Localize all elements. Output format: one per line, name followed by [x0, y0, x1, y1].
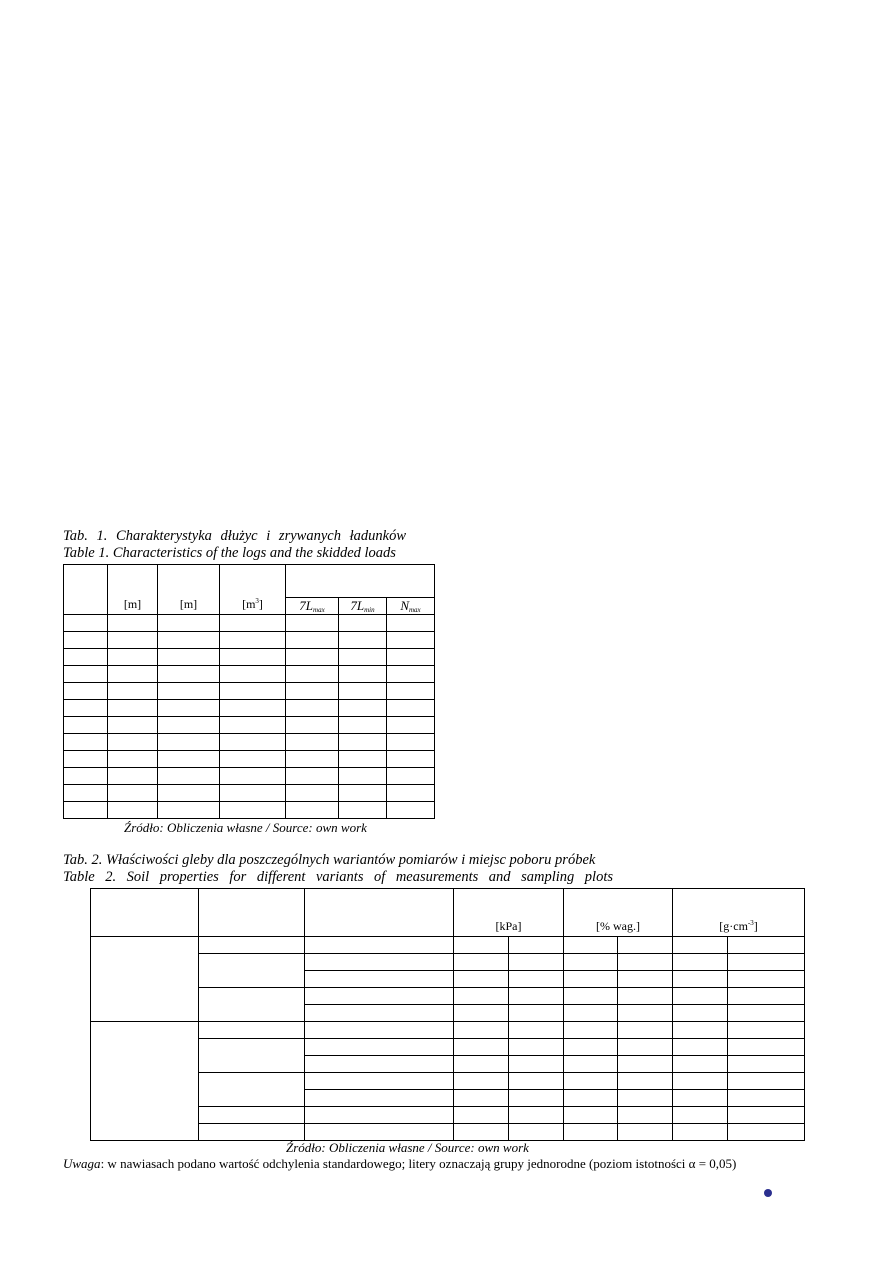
table2-cell: [509, 1107, 564, 1124]
subheader-nmax: [387, 598, 435, 615]
table2-cell: [199, 1107, 305, 1124]
table2-cell: [618, 971, 673, 988]
table2-cell: [564, 1090, 618, 1107]
table1-source: Źródło: Obliczenia własne / Source: own work: [124, 820, 367, 835]
table1-cell: [108, 615, 158, 632]
table2-cell: [454, 1039, 509, 1056]
table1-cell: [158, 734, 220, 751]
table1-cell: [64, 734, 108, 751]
table1-cell: [108, 632, 158, 649]
table2-cell: [509, 971, 564, 988]
table1-header-cell: [158, 565, 220, 615]
table2-cell: [509, 1056, 564, 1073]
table-row: [64, 802, 435, 819]
table1-cell: [286, 632, 339, 649]
table1-cell: [108, 683, 158, 700]
table1-cell: [108, 751, 158, 768]
table1-cell: [158, 700, 220, 717]
table2-cell: [509, 1124, 564, 1141]
table1-cell: [158, 768, 220, 785]
table2-cell: [564, 1124, 618, 1141]
table2-header-cell: [564, 889, 673, 937]
table2-cell: [618, 1124, 673, 1141]
table1-cell: [158, 683, 220, 700]
table2-header-cell: [673, 889, 805, 937]
table2-cell: [618, 1107, 673, 1124]
table2-cell: [618, 1090, 673, 1107]
subheader-base: N: [400, 598, 409, 613]
table2-cell: [673, 937, 728, 954]
table-row: [91, 1039, 805, 1056]
table1-cell: [64, 768, 108, 785]
table2-cell: [673, 1107, 728, 1124]
subheader-lmin: [339, 598, 387, 615]
table1-cell: [158, 666, 220, 683]
table2-cell: [305, 937, 454, 954]
table1-header-cell: [108, 565, 158, 615]
table1-cell: [220, 734, 286, 751]
table2-note: [63, 1156, 736, 1172]
table2-cell: [454, 937, 509, 954]
table2-cell: [199, 1022, 305, 1039]
table2-cell: [454, 1073, 509, 1090]
table2-cell: [618, 937, 673, 954]
table1-cell: [64, 683, 108, 700]
table1-cell: [286, 683, 339, 700]
table1-header-row: [64, 565, 435, 598]
table2-header-cell: [305, 889, 454, 937]
table1-cell: [64, 666, 108, 683]
table1-cell: [286, 649, 339, 666]
table2-header-row: [91, 889, 805, 937]
table1-cell: [339, 802, 387, 819]
table1-cell: [108, 717, 158, 734]
subheader-sub: max: [409, 606, 421, 614]
table2-cell: [509, 1022, 564, 1039]
table1-cell: [387, 768, 435, 785]
table2-cell: [305, 1056, 454, 1073]
table-row: [64, 734, 435, 751]
table1-cell: [64, 632, 108, 649]
table-row: [91, 1073, 805, 1090]
table-row: [91, 988, 805, 1005]
table1-cell: [108, 802, 158, 819]
table2-cell: [199, 954, 305, 988]
table1-cell: [339, 751, 387, 768]
table1-cell: [286, 751, 339, 768]
table-row: [64, 700, 435, 717]
subheader-base: 7L: [350, 598, 365, 613]
table2-cell: [618, 954, 673, 971]
table2-cell: [564, 1107, 618, 1124]
table1-cell: [158, 751, 220, 768]
table2-cell: [305, 954, 454, 971]
table2-cell: [564, 1073, 618, 1090]
subheader-sub: max: [313, 606, 325, 614]
table2-cell: [305, 1022, 454, 1039]
table2-cell: [305, 988, 454, 1005]
table2-cell: [728, 937, 805, 954]
table2-cell: [673, 1056, 728, 1073]
table2-cell: [728, 1090, 805, 1107]
table2-unit-density: [719, 919, 758, 936]
table1-header-cell: [64, 565, 108, 615]
table2-cell: [728, 1107, 805, 1124]
unit-density-exponent: -3: [747, 919, 754, 927]
table1-cell: [158, 632, 220, 649]
table1-cell: [339, 615, 387, 632]
table1-cell: [220, 751, 286, 768]
table2-cell: [509, 988, 564, 1005]
table2-cell: [454, 954, 509, 971]
table1-cell: [220, 717, 286, 734]
table1-cell: [387, 666, 435, 683]
table2-cell: [728, 988, 805, 1005]
table1-cell: [158, 649, 220, 666]
table1-cell: [220, 768, 286, 785]
table2-cell: [673, 1073, 728, 1090]
table2-cell: [673, 1005, 728, 1022]
table2-cell: [509, 1090, 564, 1107]
table1-cell: [339, 666, 387, 683]
table2-caption-en: Table 2. Soil properties for different variants of measurements and sampling plots: [63, 869, 613, 885]
table1-cell: [286, 615, 339, 632]
unit-volume-base: [m: [242, 597, 256, 611]
table2-cell: [305, 1124, 454, 1141]
note-label: Uwaga: [63, 1156, 101, 1171]
table1-cell: [220, 802, 286, 819]
table2-cell: [305, 1005, 454, 1022]
table1-cell: [339, 683, 387, 700]
table2-cell: [564, 971, 618, 988]
table2-cell: [673, 988, 728, 1005]
unit-density-base: [g·cm: [719, 919, 748, 933]
subheader-sub: min: [364, 606, 375, 614]
table2-header-cell: [91, 889, 199, 937]
table1-cell: [158, 717, 220, 734]
table1-cell: [158, 615, 220, 632]
table2-cell: [618, 1005, 673, 1022]
table1-cell: [108, 734, 158, 751]
table1-cell: [220, 649, 286, 666]
table2-cell: [454, 1022, 509, 1039]
table-row: [91, 1022, 805, 1039]
table2-cell: [305, 1073, 454, 1090]
table2-cell: [673, 954, 728, 971]
table1-cell: [158, 802, 220, 819]
table1-cell: [64, 700, 108, 717]
table1-cell: [387, 700, 435, 717]
table2-cell: [728, 1124, 805, 1141]
table2-cell: [564, 1039, 618, 1056]
table2-cell: [728, 1039, 805, 1056]
table2-cell: [618, 1039, 673, 1056]
table1-cell: [387, 649, 435, 666]
note-text: : w nawiasach podano wartość odchylenia standardowego; litery oznaczają grupy jednorodne (poziom istotności α = 0,05): [100, 1156, 737, 1171]
table2-cell: [454, 1107, 509, 1124]
table1-cell: [220, 683, 286, 700]
table1-cell: [387, 751, 435, 768]
table2-cell: [454, 1124, 509, 1141]
table1-cell: [286, 785, 339, 802]
table2-cell: [305, 971, 454, 988]
table2-cell: [728, 1073, 805, 1090]
table1-group-header: [286, 565, 435, 598]
table2-cell: [509, 954, 564, 971]
table-row: [64, 785, 435, 802]
table2-cell: [564, 1022, 618, 1039]
table1-cell: [387, 683, 435, 700]
table2-cell: [618, 1073, 673, 1090]
unit-volume-close: ]: [258, 597, 263, 611]
table2-cell: [454, 971, 509, 988]
table2-cell: [454, 988, 509, 1005]
table1-caption-pl: Tab. 1. Charakterystyka dłużyc i zrywanych ładunków: [63, 528, 406, 544]
table-row: [64, 717, 435, 734]
table1-unit-length: [m]: [123, 597, 142, 611]
table2-cell: [564, 988, 618, 1005]
table1-cell: [108, 785, 158, 802]
table1-caption-en: Table 1. Characteristics of the logs and the skidded loads: [63, 545, 396, 561]
table2-cell: [199, 1124, 305, 1141]
table-row: [91, 1107, 805, 1124]
subheader-base: 7L: [299, 598, 314, 613]
table1-cell: [158, 785, 220, 802]
table2-caption-pl: Tab. 2. Właściwości gleby dla poszczególnych wariantów pomiarów i miejsc poboru próbek: [63, 852, 596, 868]
table1-cell: [220, 700, 286, 717]
table2-cell: [509, 1039, 564, 1056]
table1-cell: [339, 734, 387, 751]
table2-cell: [564, 937, 618, 954]
table2-cell: [199, 937, 305, 954]
table2-cell: [728, 954, 805, 971]
table2-cell: [509, 1073, 564, 1090]
table1-cell: [387, 734, 435, 751]
table2-cell: [673, 971, 728, 988]
table1-cell: [387, 632, 435, 649]
table1: [63, 564, 435, 819]
table1-cell: [339, 768, 387, 785]
table1-cell: [387, 615, 435, 632]
table1-cell: [286, 734, 339, 751]
table1-cell: [387, 717, 435, 734]
table2-cell: [728, 1005, 805, 1022]
table-row: [64, 649, 435, 666]
table2-header-cell: [454, 889, 564, 937]
table2-header-cell: [199, 889, 305, 937]
page-marker-dot-icon: [764, 1189, 772, 1197]
table1-cell: [339, 785, 387, 802]
table1-cell: [64, 785, 108, 802]
table2-group-cell: [91, 937, 199, 1022]
table-row: [91, 1124, 805, 1141]
table1-unit-length: [m]: [179, 597, 198, 611]
table1-cell: [286, 768, 339, 785]
table-row: [64, 615, 435, 632]
table2-cell: [454, 1056, 509, 1073]
table1-cell: [339, 700, 387, 717]
table1-cell: [108, 666, 158, 683]
table1-cell: [387, 802, 435, 819]
table2-cell: [564, 1005, 618, 1022]
table1-cell: [286, 700, 339, 717]
table2-group-cell: [91, 1022, 199, 1141]
table1-cell: [387, 785, 435, 802]
table-row: [91, 937, 805, 954]
table2-cell: [564, 1056, 618, 1073]
table1-cell: [286, 802, 339, 819]
table2-cell: [673, 1039, 728, 1056]
table1-cell: [64, 649, 108, 666]
table-row: [64, 683, 435, 700]
table1-cell: [220, 615, 286, 632]
table2-cell: [728, 1022, 805, 1039]
table2-cell: [305, 1090, 454, 1107]
table2-cell: [564, 954, 618, 971]
table-row: [64, 632, 435, 649]
table1-header-cell: [220, 565, 286, 615]
table1-cell: [339, 649, 387, 666]
table2-cell: [728, 971, 805, 988]
table2-cell: [509, 937, 564, 954]
table2-cell: [673, 1124, 728, 1141]
table2-cell: [454, 1090, 509, 1107]
table1-cell: [220, 666, 286, 683]
table2-source: Źródło: Obliczenia własne / Source: own work: [286, 1140, 529, 1155]
table1-cell: [108, 649, 158, 666]
table2-cell: [509, 1005, 564, 1022]
table2-cell: [673, 1090, 728, 1107]
table1-cell: [108, 768, 158, 785]
table1-cell: [64, 717, 108, 734]
table1-cell: [64, 802, 108, 819]
table1-cell: [64, 751, 108, 768]
table1-cell: [286, 717, 339, 734]
table1-cell: [339, 632, 387, 649]
table2-unit-moisture: [% wag.]: [596, 919, 640, 933]
table2-cell: [728, 1056, 805, 1073]
table1-cell: [220, 785, 286, 802]
table1-cell: [286, 666, 339, 683]
table2-cell: [305, 1107, 454, 1124]
table2-cell: [673, 1022, 728, 1039]
table2-cell: [199, 988, 305, 1022]
unit-density-close: ]: [753, 919, 758, 933]
table2: [90, 888, 805, 1141]
table-row: [91, 954, 805, 971]
table2-cell: [618, 1022, 673, 1039]
table-row: [64, 666, 435, 683]
table1-cell: [64, 615, 108, 632]
table-row: [64, 751, 435, 768]
table-row: [64, 768, 435, 785]
table2-cell: [199, 1039, 305, 1073]
table2-cell: [454, 1005, 509, 1022]
table1-cell: [220, 632, 286, 649]
table2-cell: [305, 1039, 454, 1056]
table2-cell: [618, 988, 673, 1005]
table2-cell: [618, 1056, 673, 1073]
table2-unit-pressure: [kPa]: [495, 919, 522, 933]
unit-volume-exponent: 3: [255, 597, 259, 605]
table1-unit-volume: [242, 597, 263, 614]
table2-cell: [199, 1073, 305, 1107]
table1-cell: [108, 700, 158, 717]
table1-cell: [339, 717, 387, 734]
subheader-lmax: [286, 598, 339, 615]
